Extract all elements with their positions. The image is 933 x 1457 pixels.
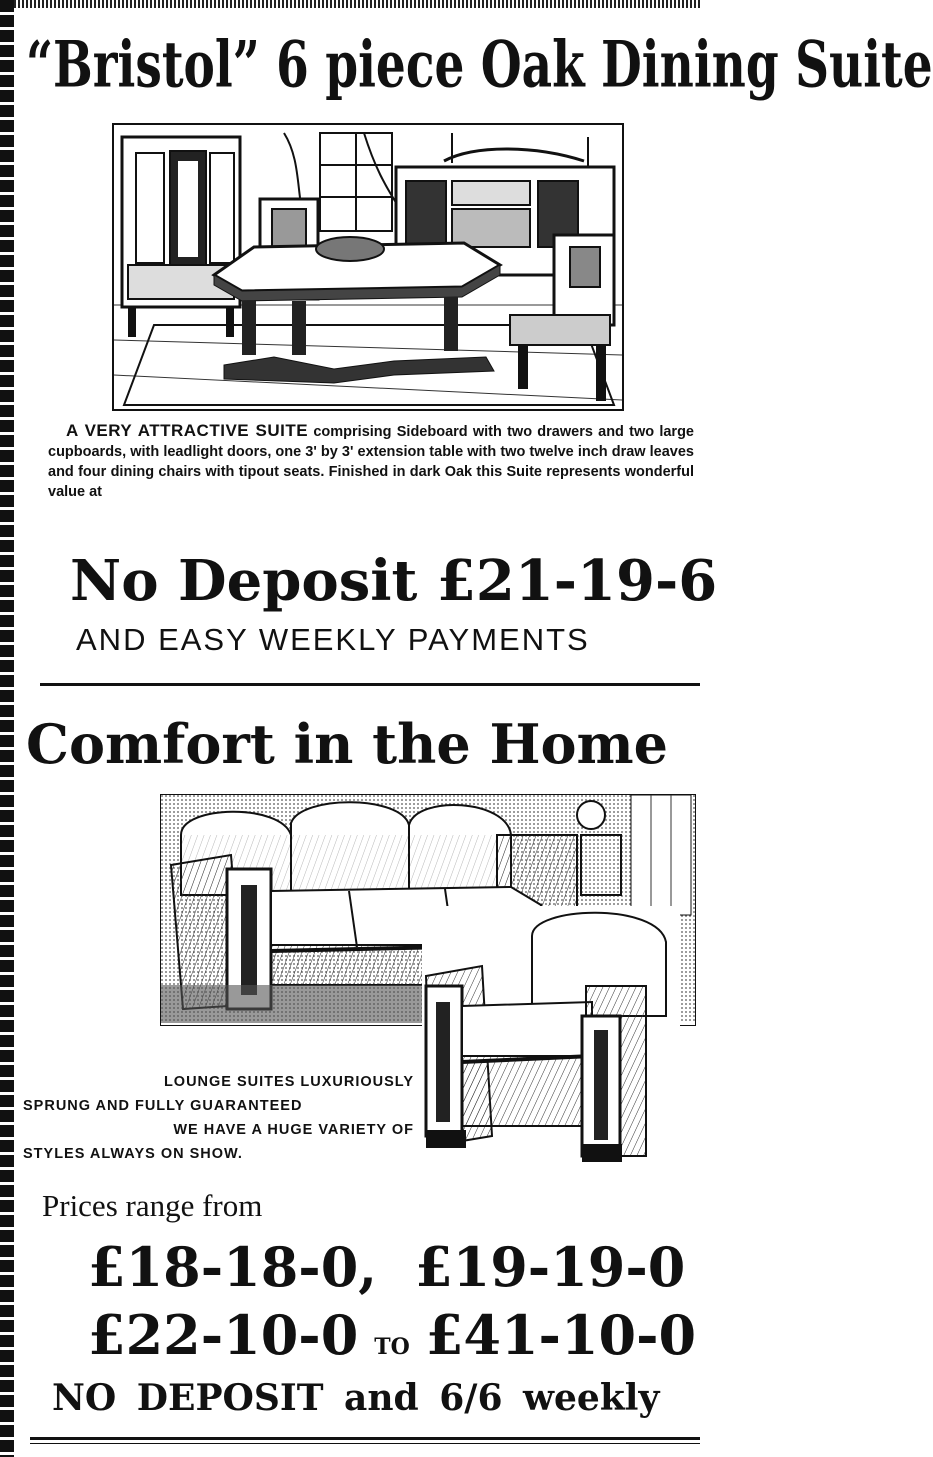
price-41-10-0: £41-10-0 [425, 1303, 697, 1367]
armchair-illustration [422, 906, 680, 1166]
price-22-10-0: £22-10-0 [88, 1303, 359, 1367]
description-lead: A VERY ATTRACTIVE SUITE [66, 421, 309, 440]
dining-suite-illustration [112, 123, 624, 411]
bottom-rule-1 [30, 1437, 700, 1440]
lounge-blurb [20, 1070, 414, 1166]
blurb-line-1: LOUNGE SUITES LUXURIOUSLY [163, 1074, 414, 1090]
blurb-line-2: SPRUNG AND FULLY GUARANTEED [23, 1098, 303, 1114]
prices-intro: Prices range from [42, 1188, 263, 1223]
dining-suite-description [48, 421, 694, 502]
bottom-rule-2 [30, 1443, 700, 1444]
weekly-payments-line: AND EASY WEEKLY PAYMENTS [76, 622, 590, 657]
blurb-line-4: STYLES ALWAYS ON SHOW. [23, 1146, 243, 1162]
price-18-18-0: £18-18-0, [88, 1235, 378, 1299]
price-to-word: TO [374, 1334, 410, 1360]
dining-suite-headline: “Bristol” 6 piece Oak Dining Suite [26, 28, 933, 103]
section-divider [40, 683, 700, 686]
lounge-headline: Comfort in the Home [26, 712, 669, 776]
dining-suite-price: No Deposit £21-19-6 [70, 548, 718, 614]
price-row-1 [88, 1232, 685, 1302]
decorative-top-border [14, 0, 700, 8]
deposit-footer: NO DEPOSIT and 6/6 weekly [52, 1377, 660, 1419]
price-19-19-0: £19-19-0 [415, 1235, 686, 1299]
blurb-line-3: WE HAVE A HUGE VARIETY OF [173, 1122, 414, 1138]
decorative-left-border [0, 0, 14, 1457]
description-rest: comprising Sideboard with two drawers and two large cupboards, with leadlight doors, one 3' by 3' extension table with two twelve inch draw leaves and four dining chairs with tipout seats. Finished in dark Oak this Suite represents wonderful value at [48, 424, 694, 500]
